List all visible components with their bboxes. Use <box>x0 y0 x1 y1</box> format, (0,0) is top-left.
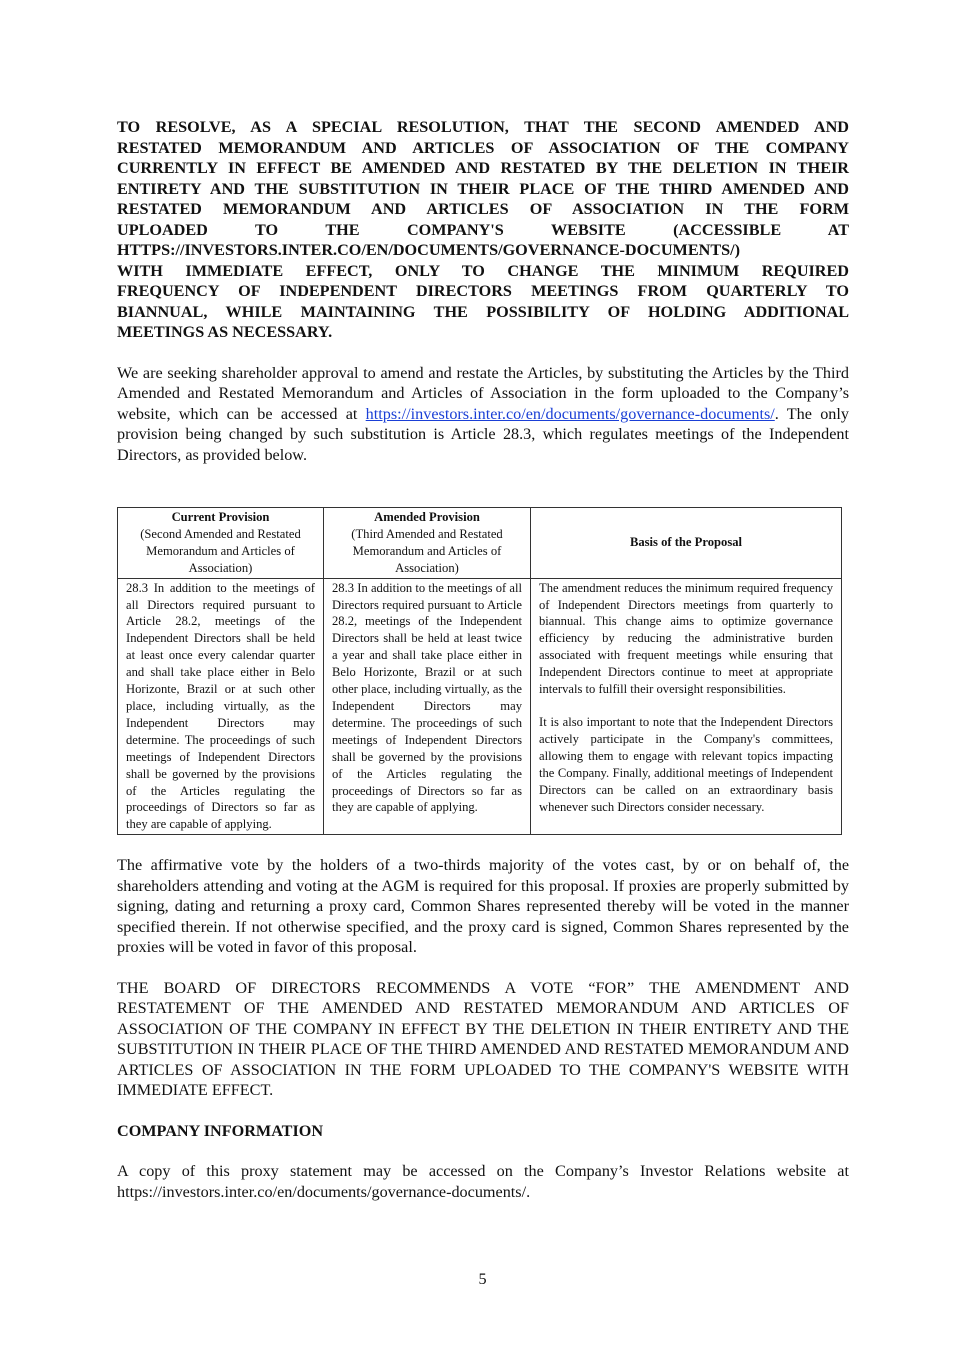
board-recommendation: THE BOARD OF DIRECTORS RECOMMENDS A VOTE “FOR” THE AMENDMENT AND RESTATEMENT OF THE AMENDED AND RESTATED MEMORANDUM AND ARTICLES OF ASSOCIATION OF THE COMPANY IN EFFECT BY THE DELETION IN THEIR ENTIRETY AND THE SUBSTITUTION IN THEIR PLACE OF THE THIRD AMENDED AND RESTATED MEMORANDUM AND ARTICLES OF ASSOCIATION IN THE FORM UPLOADED TO THE COMPANY'S WEBSITE WITH IMMEDIATE EFFECT. <box>117 978 849 1100</box>
spacer <box>539 698 833 714</box>
governance-documents-link[interactable]: https://investors.inter.co/en/documents/governance-documents/ <box>365 404 775 423</box>
spacer <box>117 1141 849 1161</box>
intro-paragraph <box>117 363 849 466</box>
spacer <box>117 835 849 855</box>
resolution-line: BIANNUAL, WHILE MAINTAINING THE POSSIBILITY OF HOLDING ADDITIONAL <box>117 302 849 321</box>
intro-text-before-link: We are seeking shareholder approval to amend and restate the Articles, by substituting the Articles by the Third Amended and Restated Memorandum and Articles of Association in the form uploaded to the Company’s website, which can be accessed at <box>117 363 849 423</box>
header-subtitle: (Third Amended and Restated Memorandum and Articles of Association) <box>351 526 503 575</box>
cell-current-provision <box>118 578 324 835</box>
provisions-table <box>117 507 842 835</box>
cell-basis-of-proposal <box>531 578 842 835</box>
basis-paragraph: The amendment reduces the minimum required frequency of Independent Directors meetings from quarterly to biannual. This change aims to optimize governance efficiency by reducing the administrative burden associated with frequent meetings while ensuring that Independent Directors continue to meet at appropriate intervals to fulfill their oversight responsibilities. <box>539 580 833 697</box>
current-provision-text: 28.3 In addition to the meetings of all Directors required pursuant to Article 28.2, meetings of the Independent Directors shall be held at least once every calendar quarter and shall take place either in Belo Horizonte, Brazil or at such other place, including virtually, as the Independent Directors may determine. The proceedings of such meetings of Independent Directors shall be governed by the provisions of the Articles regulating the proceedings of Directors so far as they are capable of applying. <box>126 580 315 832</box>
spacer <box>117 465 849 507</box>
spacer <box>117 1101 849 1121</box>
resolution-line: MEETINGS AS NECESSARY. <box>117 323 333 341</box>
company-information-heading: COMPANY INFORMATION <box>117 1121 324 1140</box>
special-resolution <box>117 117 849 343</box>
resolution-line: HTTPS://INVESTORS.INTER.CO/EN/DOCUMENTS/GOVERNANCE-DOCUMENTS/) <box>117 241 741 259</box>
company-information-text: A copy of this proxy statement may be accessed on the Company’s Investor Relations website at https://investors.inter.co/en/documents/governance-documents/. <box>117 1162 849 1201</box>
header-title: Current Provision <box>171 510 270 524</box>
document-page <box>117 117 849 1202</box>
header-title: Amended Provision <box>374 510 480 524</box>
basis-paragraph: It is also important to note that the Independent Directors actively participate in the Company's committees, allowing them to engage with relevant topics impacting the Company. Finally, additional meetings of Independent Directors can be called on an extraordinary basis whenever such Directors consider necessary. <box>539 714 833 814</box>
header-basis-of-proposal <box>531 508 842 579</box>
header-current-provision <box>118 508 324 579</box>
cell-amended-provision <box>324 578 531 835</box>
header-amended-provision <box>324 508 531 579</box>
table-header-row <box>118 508 842 579</box>
header-subtitle: (Second Amended and Restated Memorandum and Articles of Association) <box>140 526 301 575</box>
resolution-line: RESTATED MEMORANDUM AND ARTICLES OF ASSOCIATION IN THE FORM <box>117 200 849 218</box>
table-row <box>118 578 842 835</box>
resolution-line: WITH IMMEDIATE EFFECT, ONLY TO CHANGE THE MINIMUM REQUIRED <box>117 261 849 280</box>
resolution-line: ENTIRETY AND THE SUBSTITUTION IN THEIR PLACE OF THE THIRD AMENDED AND <box>117 179 849 198</box>
amended-provision-text: 28.3 In addition to the meetings of all Directors required pursuant to Article 28.2, meetings of the Independent Directors shall be held at least twice a year and shall take place either in Belo Horizonte, Brazil or at such other place, including virtually, as the Independent Directors may determine. The proceedings of such meetings of Independent Directors shall be governed by the provisions of the Articles regulating the proceedings of Directors so far as they are capable of applying. <box>332 580 522 815</box>
resolution-line: FREQUENCY OF INDEPENDENT DIRECTORS MEETINGS FROM QUARTERLY TO <box>117 282 849 300</box>
intro-text-after-link: . The only provision being changed by such substitution is Article 28.3, which regulates meetings of the Independent Directors, as provided below. <box>117 404 849 464</box>
page-number: 5 <box>478 1270 487 1288</box>
resolution-line: RESTATED MEMORANDUM AND ARTICLES OF ASSOCIATION OF THE COMPANY <box>117 138 849 157</box>
resolution-line: UPLOADED TO THE COMPANY'S WEBSITE (ACCESSIBLE AT <box>117 220 849 239</box>
spacer <box>117 343 849 363</box>
spacer <box>117 958 849 978</box>
resolution-line: TO RESOLVE, AS A SPECIAL RESOLUTION, THAT THE SECOND AMENDED AND <box>117 118 849 136</box>
vote-paragraph: The affirmative vote by the holders of a two-thirds majority of the votes cast, by or on behalf of, the shareholders attending and voting at the AGM is required for this proposal. If proxies are properly submitted by signing, dating and returning a proxy card, Common Shares represented thereby will be voted in the manner specified therein. If not otherwise specified, and the proxy card is signed, Common Shares represented by the proxies will be voted in favor of this proposal. <box>117 856 849 957</box>
header-title: Basis of the Proposal <box>629 535 743 550</box>
resolution-line: CURRENTLY IN EFFECT BE AMENDED AND RESTATED BY THE DELETION IN THEIR <box>117 159 849 177</box>
